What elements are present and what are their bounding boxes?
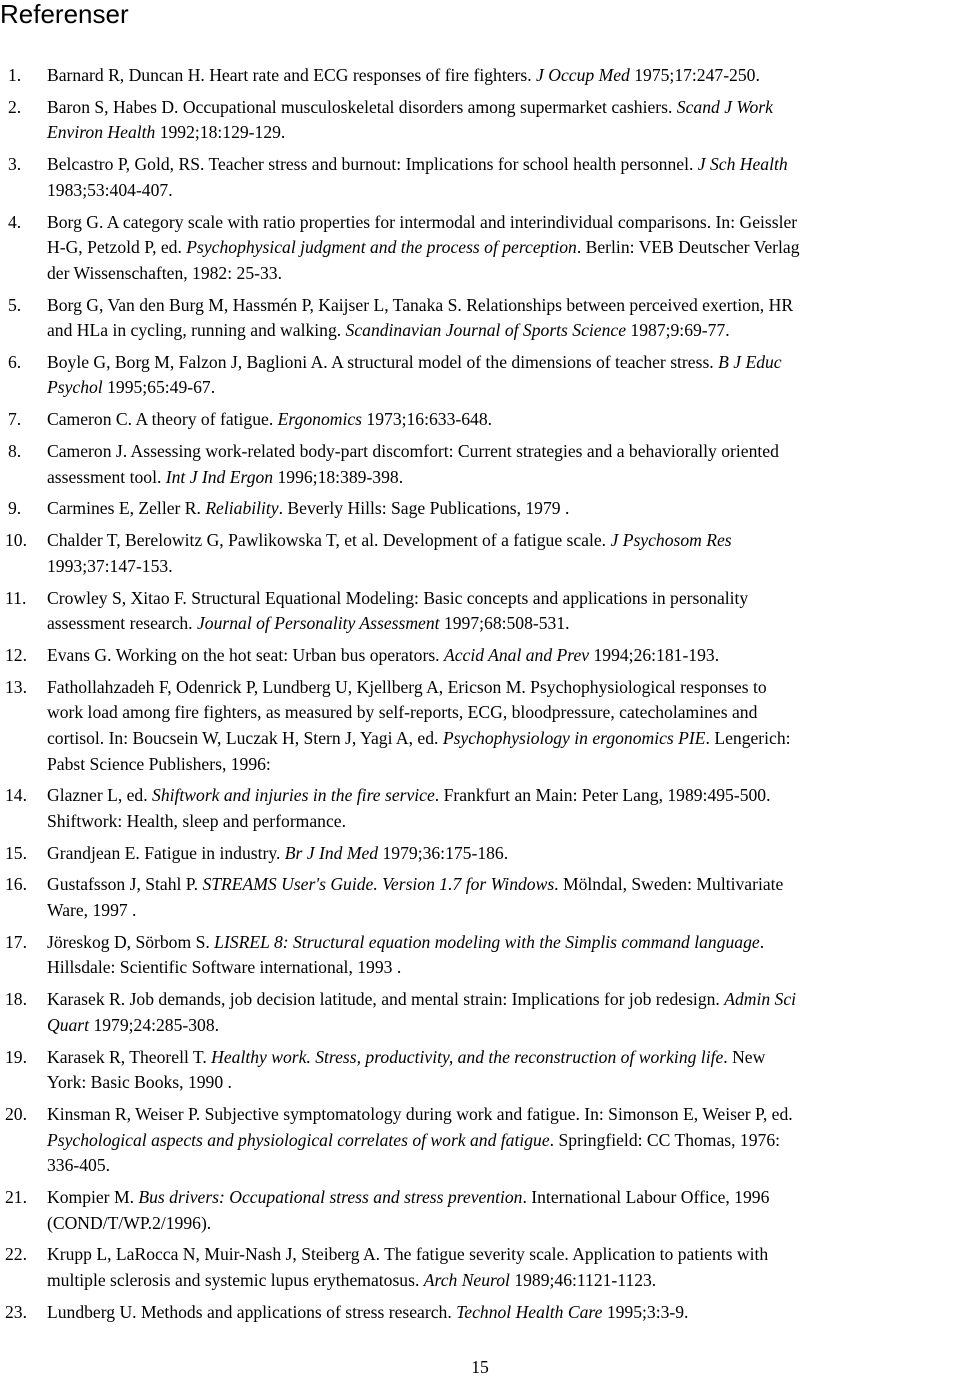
page-heading: Referenser [0,0,129,29]
reference-title-italic: B J Educ [718,351,782,372]
reference-line [47,120,958,146]
reference-line [47,1153,958,1179]
reference-line [47,235,958,261]
reference-text: Gustafsson J, Stahl P. [47,874,203,895]
reference-title-italic: Psychophysical judgment and the process of perception [186,237,577,258]
reference-line [47,700,958,726]
reference-line [47,1268,958,1294]
reference-text: H-G, Petzold P, ed. [47,237,187,258]
reference-text: Cameron C. A theory of fatigue. [47,409,278,430]
reference-text: 1979;36:175-186. [378,842,509,863]
reference-title-italic: Ergonomics [277,409,363,430]
reference-number: 2. [8,96,22,117]
reference-item [0,63,958,89]
reference-item [0,407,958,433]
reference-title-italic: Int J Ind Ergon [165,466,274,487]
reference-title-italic: J Occup Med [536,65,630,85]
reference-title-italic: Psychophysiology in ergonomics PIE [442,727,706,748]
reference-number: 11. [5,587,27,608]
reference-text: (COND/T/WP.2/1996). [47,1212,212,1233]
reference-item [0,528,958,579]
reference-title-italic: Br J Ind Med [284,842,379,863]
reference-item [0,1242,958,1293]
reference-text: der Wissenschaften, 1982: 25-33. [47,262,282,283]
reference-line [47,955,958,981]
reference-number: 16. [5,874,27,895]
reference-line [47,63,958,89]
reference-title-italic: Scandinavian Journal of Sports Science [345,320,627,341]
reference-line [47,210,958,236]
reference-text: . Frankfurt an Main: Peter Lang, 1989:495-500. [434,785,771,806]
reference-text: 1994;26:181-193. [589,644,720,665]
reference-number: 6. [8,351,22,372]
reference-number: 9. [8,498,22,519]
reference-text: 1989;46:1121-1123. [509,1269,657,1290]
reference-number: 1. [8,65,22,85]
reference-text: Fathollahzadeh F, Odenrick P, Lundberg U, Kjellberg A, Ericson M. Psychophysiological responses to [47,676,767,697]
reference-title-italic: Technol Health Care [456,1301,603,1322]
reference-text: work load among fire fighters, as measured by self-reports, ECG, bloodpressure, catecholamines and [47,702,758,723]
reference-text: Evans G. Working on the hot seat: Urban bus operators. [47,644,444,665]
reference-text: cortisol. In: Boucsein W, Luczak H, Stern J, Yagi A, ed. [47,727,443,748]
reference-item [0,1102,958,1179]
reference-text: 1987;9:69-77. [626,320,730,341]
reference-item [0,496,958,522]
reference-text: Glazner L, ed. [47,785,153,806]
reference-text: 336-405. [47,1155,111,1176]
reference-text: . Berlin: VEB Deutscher Verlag [576,237,800,258]
reference-number: 21. [5,1186,27,1207]
reference-text: Hillsdale: Scientific Software international, 1993 . [47,957,402,978]
reference-line [47,872,958,898]
reference-text: Jöreskog D, Sörbom S. [47,931,215,952]
reference-item [0,1300,958,1326]
reference-title-italic: STREAMS User's Guide. Version 1.7 for Windows [202,874,555,895]
reference-text: . Lengerich: [705,727,791,748]
reference-text: assessment research. [47,613,197,634]
reference-line [47,1211,958,1237]
reference-text: Baron S, Habes D. Occupational musculoskeletal disorders among supermarket cashiers. [47,96,677,117]
reference-number: 17. [5,931,27,952]
reference-item [0,152,958,203]
reference-line [47,95,958,121]
reference-text: 1992;18:129-129. [155,122,286,143]
reference-line [47,675,958,701]
reference-number: 23. [5,1301,27,1322]
reference-line [47,293,958,319]
reference-text: 1996;18:389-398. [273,466,404,487]
reference-line [47,528,958,554]
reference-item [0,930,958,981]
reference-line [47,586,958,612]
reference-item [0,841,958,867]
reference-line [47,1102,958,1128]
reference-text: Lundberg U. Methods and applications of stress research. [47,1301,457,1322]
reference-line [47,496,958,522]
reference-line [47,1013,958,1039]
reference-line [47,350,958,376]
reference-line [47,898,958,924]
reference-line [47,987,958,1013]
reference-title-italic: LISREL 8: Structural equation modeling with the Simplis command language [214,931,760,952]
reference-item [0,350,958,401]
reference-line [47,318,958,344]
reference-title-italic: Environ Health [47,122,156,143]
reference-number: 4. [8,211,22,232]
reference-text: . New [723,1046,766,1067]
reference-number: 14. [5,785,27,806]
reference-text: Karasek R. Job demands, job decision latitude, and mental strain: Implications for job redesign. [47,989,725,1010]
reference-item [0,1045,958,1096]
reference-item [0,987,958,1038]
reference-line [47,643,958,669]
reference-text: Borg G, Van den Burg M, Hassmén P, Kaijser L, Tanaka S. Relationships between perceived exertion, HR [47,294,794,315]
reference-title-italic: Psychological aspects and physiological correlates of work and fatigue [47,1129,550,1150]
reference-text: Belcastro P, Gold, RS. Teacher stress and burnout: Implications for school health personnel. [47,154,698,175]
reference-line [47,783,958,809]
reference-line [47,809,958,835]
reference-number: 15. [5,842,27,863]
reference-number: 8. [8,441,22,462]
reference-text: Kinsman R, Weiser P. Subjective symptomatology during work and fatigue. In: Simonson E, Weiser P, ed. [47,1103,793,1124]
reference-text: multiple sclerosis and systemic lupus erythematosus. [47,1269,424,1290]
reference-line [47,1070,958,1096]
reference-text: assessment tool. [47,466,166,487]
reference-text: 1983;53:404-407. [47,179,173,200]
reference-item [0,586,958,637]
reference-text: Borg G. A category scale with ratio properties for intermodal and interindividual comparisons. In: Geissler [47,211,798,232]
reference-title-italic: Psychol [47,377,103,398]
reference-title-italic: Accid Anal and Prev [443,644,590,665]
reference-item [0,783,958,834]
reference-line [47,1128,958,1154]
reference-title-italic: J Sch Health [697,154,788,175]
reference-item [0,675,958,777]
reference-text: 1993;37:147-153. [47,555,173,576]
reference-title-italic: Arch Neurol [423,1269,510,1290]
reference-title-italic: Reliability [205,498,279,519]
reference-line [47,1300,958,1326]
reference-number: 20. [5,1103,27,1124]
reference-text: . [759,931,765,952]
reference-text: Ware, 1997 . [47,900,137,921]
reference-list [0,63,958,1331]
reference-text: Barnard R, Duncan H. Heart rate and ECG responses of fire fighters. [47,65,537,85]
reference-line [47,152,958,178]
reference-title-italic: Admin Sci [724,989,797,1010]
reference-line [47,178,958,204]
reference-text: York: Basic Books, 1990 . [47,1072,232,1093]
reference-number: 12. [5,644,27,665]
reference-line [47,611,958,637]
reference-item [0,210,958,287]
reference-line [47,554,958,580]
reference-text: . Beverly Hills: Sage Publications, 1979 . [278,498,570,519]
reference-title-italic: Quart [47,1014,90,1035]
reference-number: 19. [5,1046,27,1067]
reference-line [47,439,958,465]
reference-number: 18. [5,989,27,1010]
reference-text: Cameron J. Assessing work-related body-part discomfort: Current strategies and a behaviorally oriented [47,441,779,462]
reference-title-italic: Bus drivers: Occupational stress and stress prevention [138,1186,523,1207]
reference-text: . Springfield: CC Thomas, 1976: [549,1129,781,1150]
reference-text: 1973;16:633-648. [362,409,493,430]
reference-title-italic: Healthy work. Stress, productivity, and the reconstruction of working life [211,1046,724,1067]
reference-text: 1997;68:508-531. [439,613,570,634]
reference-line [47,1185,958,1211]
reference-text: 1995;65:49-67. [102,377,216,398]
reference-text: . Mölndal, Sweden: Multivariate [554,874,784,895]
reference-item [0,872,958,923]
reference-text: 1995;3:3-9. [602,1301,689,1322]
reference-text: Karasek R, Theorell T. [47,1046,212,1067]
reference-line [47,841,958,867]
reference-text: 1979;24:285-308. [89,1014,220,1035]
reference-item [0,439,958,490]
reference-line [47,375,958,401]
reference-number: 22. [5,1244,27,1265]
reference-text: Pabst Science Publishers, 1996: [47,753,271,774]
reference-text: Krupp L, LaRocca N, Muir-Nash J, Steiberg A. The fatigue severity scale. Application to patients with [47,1244,769,1265]
reference-line [47,465,958,491]
reference-item [0,1185,958,1236]
page-number: 15 [471,1357,489,1377]
reference-item [0,293,958,344]
reference-text: 1975;17:247-250. [629,65,760,85]
reference-item [0,643,958,669]
reference-title-italic: J Psychosom Res [610,530,732,551]
reference-text: Grandjean E. Fatigue in industry. [47,842,285,863]
reference-number: 7. [8,409,22,430]
reference-number: 10. [5,530,27,551]
reference-number: 3. [8,154,22,175]
reference-line [47,261,958,287]
reference-text: . International Labour Office, 1996 [522,1186,770,1207]
reference-line [47,407,958,433]
reference-text: and HLa in cycling, running and walking. [47,320,346,341]
reference-text: Kompier M. [47,1186,139,1207]
reference-text: Shiftwork: Health, sleep and performance. [47,810,346,831]
reference-title-italic: Scand J Work [676,96,773,117]
reference-text: Chalder T, Berelowitz G, Pawlikowska T, et al. Development of a fatigue scale. [47,530,611,551]
reference-line [47,726,958,752]
reference-line [47,1045,958,1071]
reference-line [47,1242,958,1268]
reference-text: Carmines E, Zeller R. [47,498,206,519]
reference-number: 5. [8,294,22,315]
reference-text: Crowley S, Xitao F. Structural Equational Modeling: Basic concepts and applications in personality [47,587,749,608]
reference-item [0,95,958,146]
reference-title-italic: Journal of Personality Assessment [196,613,440,634]
reference-line [47,752,958,778]
reference-line [47,930,958,956]
reference-number: 13. [5,676,27,697]
reference-title-italic: Shiftwork and injuries in the fire service [152,785,435,806]
reference-text: Boyle G, Borg M, Falzon J, Baglioni A. A structural model of the dimensions of teacher stress. [47,351,719,372]
